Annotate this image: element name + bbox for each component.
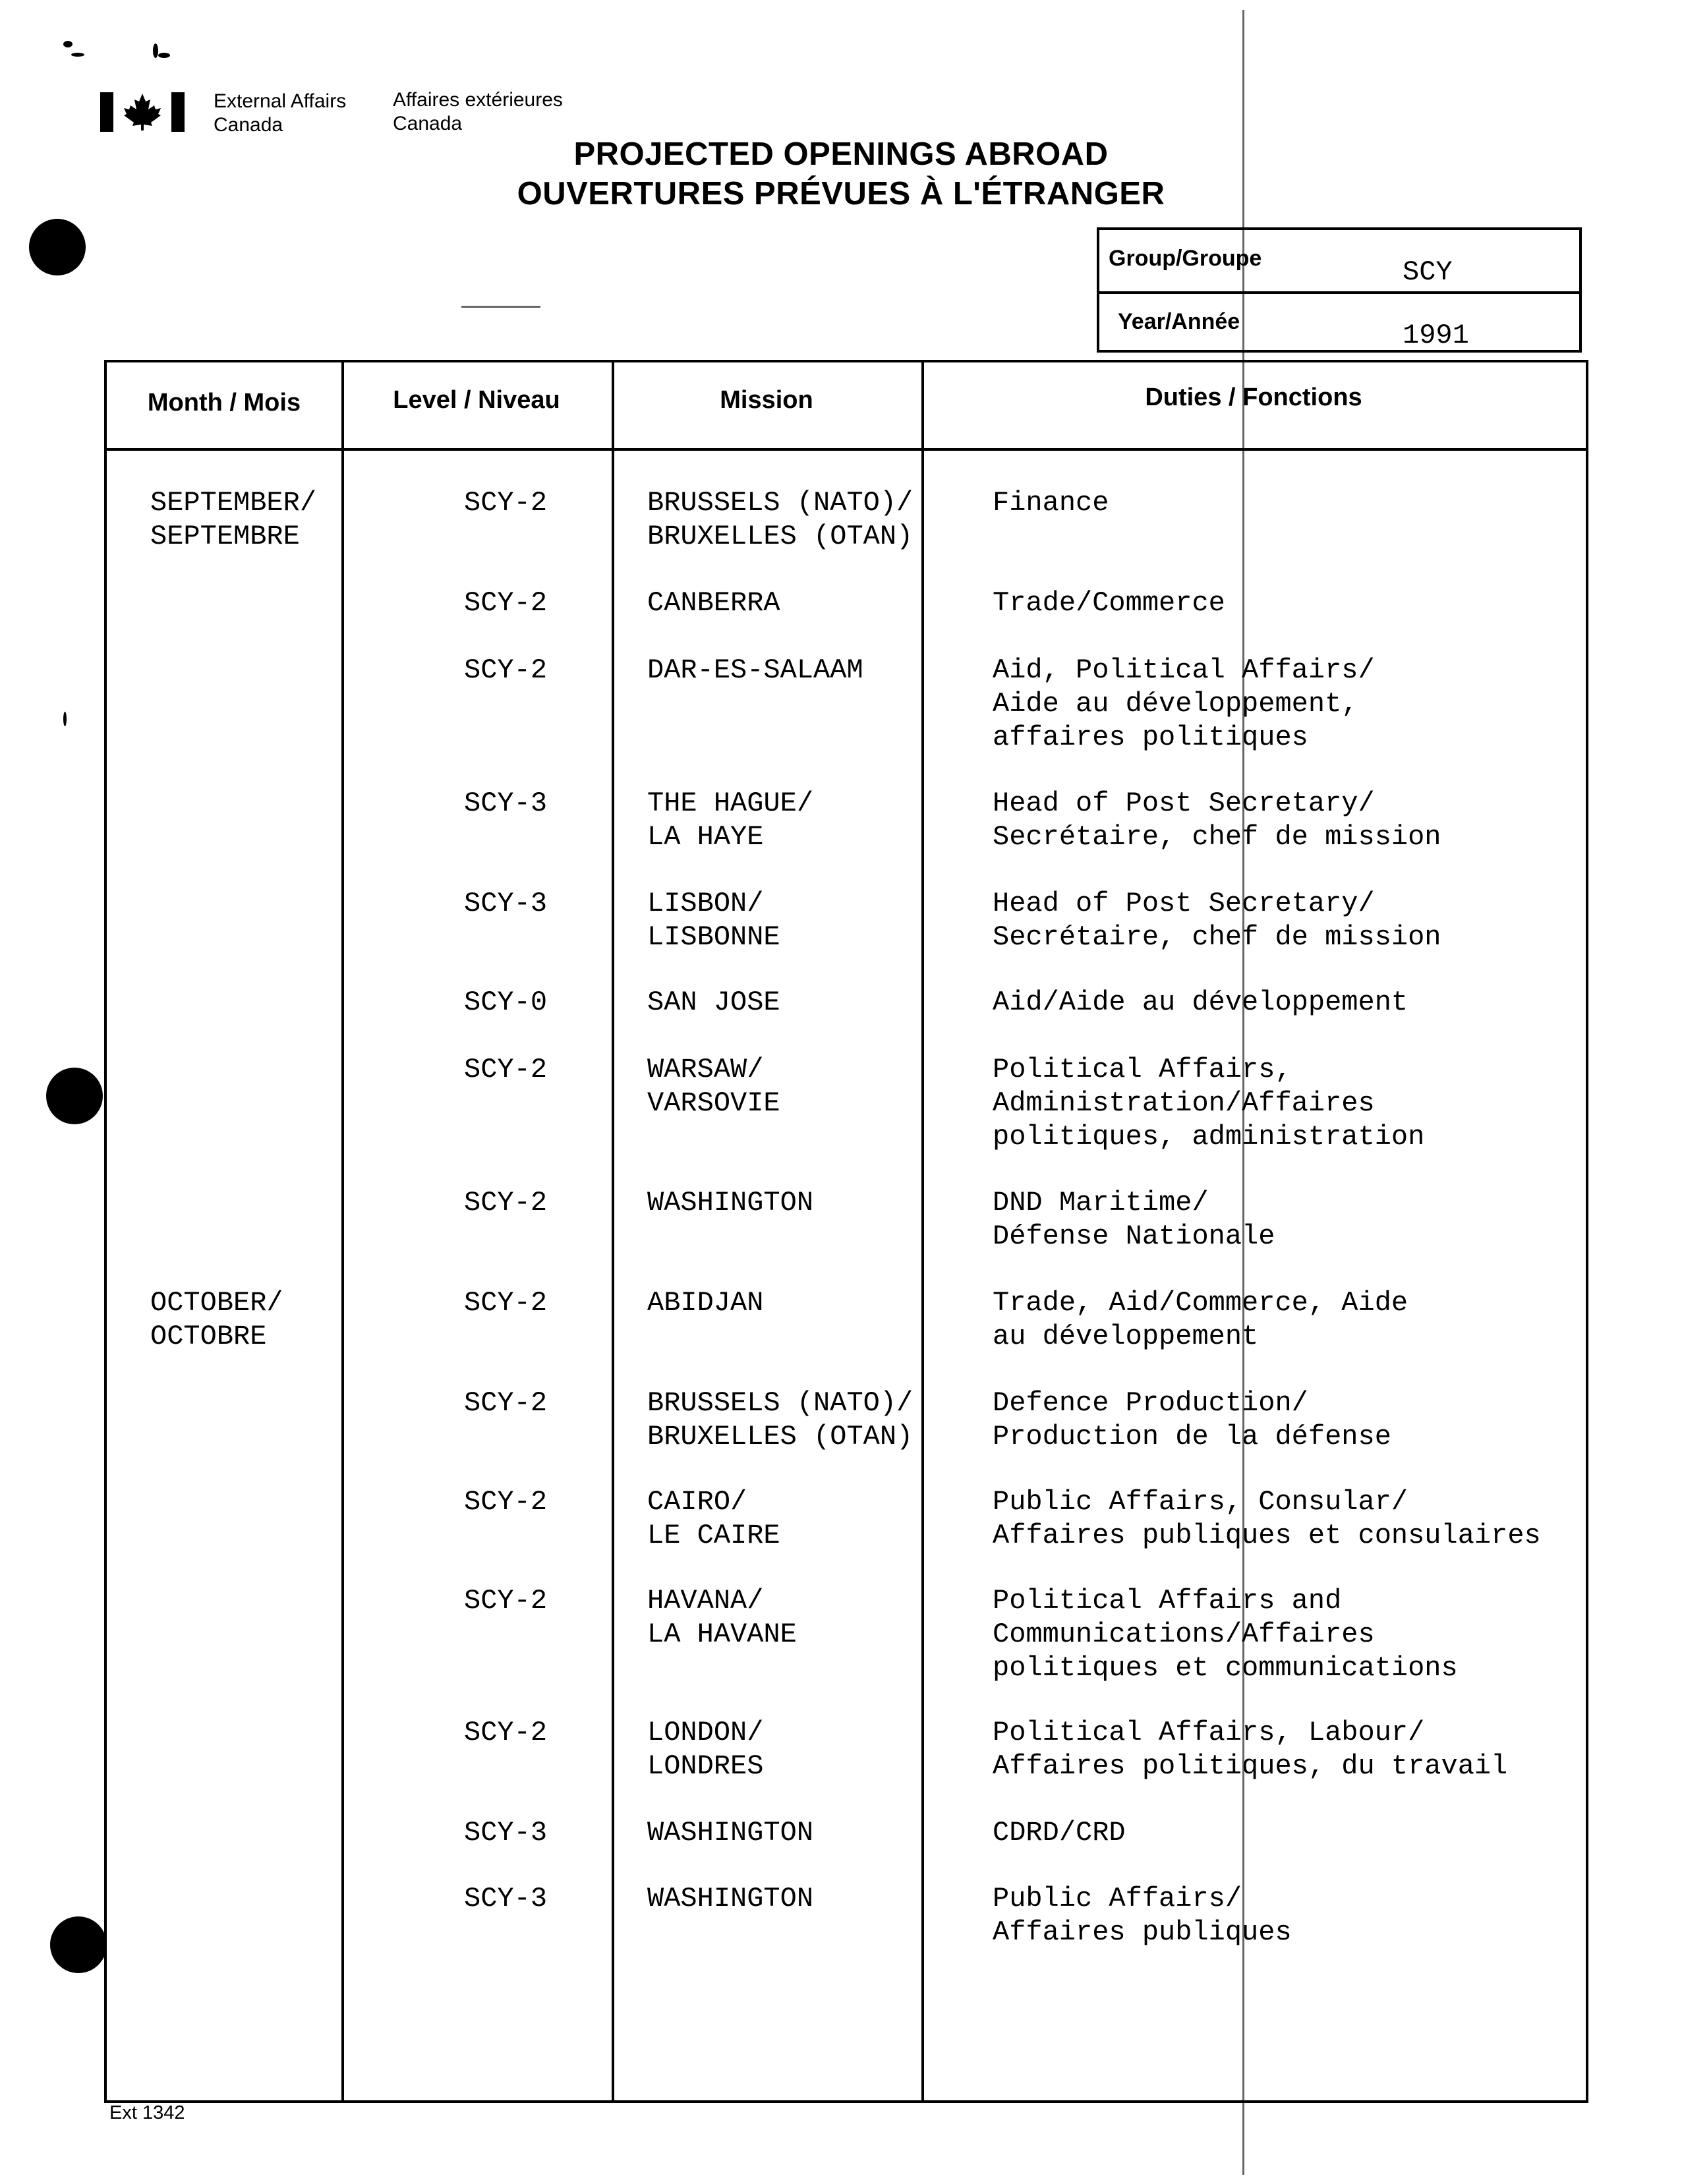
cell-mission: LONDON/ LONDRES <box>647 1717 764 1782</box>
cell-mission: ABIDJAN <box>647 1287 764 1319</box>
cell-level: SCY-2 <box>464 1717 548 1748</box>
cell-duties: Defence Production/ Production de la défense <box>993 1387 1391 1452</box>
cell-mission: WASHINGTON <box>647 1883 814 1914</box>
cell-mission: DAR-ES-SALAAM <box>647 654 863 686</box>
cell-duties: Aid/Aide au développement <box>993 987 1408 1018</box>
cell-mission: SAN JOSE <box>647 987 780 1018</box>
cell-duties: Trade/Commerce <box>993 587 1225 619</box>
cell-level: SCY-2 <box>464 1486 548 1518</box>
cell-level: SCY-3 <box>464 888 548 919</box>
cell-mission: LISBON/ LISBONNE <box>647 888 780 953</box>
scan-speck <box>158 53 170 58</box>
punch-hole <box>50 1916 107 1973</box>
cell-duties: CDRD/CRD <box>993 1817 1126 1849</box>
cell-duties: Trade, Aid/Commerce, Aide au développement <box>993 1287 1408 1352</box>
scan-speck <box>63 41 72 47</box>
header-divider <box>107 448 1586 451</box>
cell-duties: Head of Post Secretary/ Secrétaire, chef de mission <box>993 888 1441 953</box>
title-french: OUVERTURES PRÉVUES À L'ÉTRANGER <box>517 176 1165 212</box>
scan-speck <box>63 712 67 726</box>
header-duties: Duties / Fonctions <box>1145 384 1362 411</box>
year-label: Year/Année <box>1118 309 1240 334</box>
cell-month: SEPTEMBER/ SEPTEMBRE <box>150 487 317 552</box>
box-divider <box>1099 291 1579 294</box>
department-line: External Affairs <box>214 90 347 112</box>
cell-level: SCY-2 <box>464 487 548 519</box>
column-divider <box>612 362 614 2100</box>
cell-level: SCY-2 <box>464 1054 548 1085</box>
cell-mission: HAVANA/ LA HAVANE <box>647 1585 797 1650</box>
cell-mission: CANBERRA <box>647 587 780 619</box>
department-line: Affaires extérieures <box>393 89 563 111</box>
cell-duties: Political Affairs and Communications/Affaires politiques et communications <box>993 1585 1458 1684</box>
scan-speck <box>71 53 84 57</box>
column-divider <box>921 362 924 2100</box>
group-label: Group/Groupe <box>1109 246 1262 271</box>
cell-level: SCY-2 <box>464 587 548 619</box>
cell-level: SCY-2 <box>464 1187 548 1219</box>
cell-duties: Public Affairs, Consular/ Affaires publiques et consulaires <box>993 1486 1541 1551</box>
cell-level: SCY-3 <box>464 1817 548 1849</box>
cell-level: SCY-3 <box>464 788 548 819</box>
cell-level: SCY-2 <box>464 1287 548 1319</box>
cell-duties: Aid, Political Affairs/ Aide au développement, affaires politiques <box>993 654 1375 753</box>
department-line: Canada <box>393 113 463 134</box>
cell-duties: DND Maritime/ Défense Nationale <box>993 1187 1275 1252</box>
department-name-english <box>214 90 346 137</box>
cell-mission: WASHINGTON <box>647 1187 814 1219</box>
cell-mission: WARSAW/ VARSOVIE <box>647 1054 780 1119</box>
header-month: Month / Mois <box>147 389 301 417</box>
department-line: Canada <box>214 114 283 136</box>
cell-duties: Political Affairs, Labour/ Affaires politiques, du travail <box>993 1717 1508 1782</box>
scan-speck <box>461 306 540 308</box>
cell-level: SCY-2 <box>464 1585 548 1617</box>
punch-hole <box>46 1068 103 1124</box>
column-divider <box>341 362 344 2100</box>
cell-duties: Political Affairs, Administration/Affaires politiques, administration <box>993 1054 1425 1153</box>
cell-mission: CAIRO/ LE CAIRE <box>647 1486 780 1551</box>
title-english: PROJECTED OPENINGS ABROAD <box>573 136 1109 172</box>
cell-month: OCTOBER/ OCTOBRE <box>150 1287 283 1352</box>
scan-speck <box>153 43 158 58</box>
header-level: Level / Niveau <box>393 386 560 414</box>
group-value: SCY <box>1403 256 1453 288</box>
punch-hole <box>29 219 86 275</box>
canada-flag-logo <box>100 90 185 134</box>
cell-duties: Public Affairs/ Affaires publiques <box>993 1883 1292 1948</box>
cell-duties: Head of Post Secretary/ Secrétaire, chef de mission <box>993 788 1441 853</box>
cell-level: SCY-2 <box>464 1387 548 1419</box>
cell-duties: Finance <box>993 487 1109 519</box>
header-mission: Mission <box>720 386 813 414</box>
cell-level: SCY-0 <box>464 987 548 1018</box>
cell-mission: THE HAGUE/ LA HAYE <box>647 788 814 853</box>
cell-mission: WASHINGTON <box>647 1817 814 1849</box>
cell-level: SCY-3 <box>464 1883 548 1914</box>
department-name-french <box>393 88 563 136</box>
cell-mission: BRUSSELS (NATO)/ BRUXELLES (OTAN) <box>647 1387 914 1452</box>
cell-level: SCY-2 <box>464 654 548 686</box>
form-number: Ext 1342 <box>109 2102 185 2123</box>
openings-table <box>104 360 1588 2103</box>
group-year-box <box>1097 227 1582 353</box>
cell-mission: BRUSSELS (NATO)/ BRUXELLES (OTAN) <box>647 487 914 552</box>
year-value: 1991 <box>1403 320 1469 351</box>
